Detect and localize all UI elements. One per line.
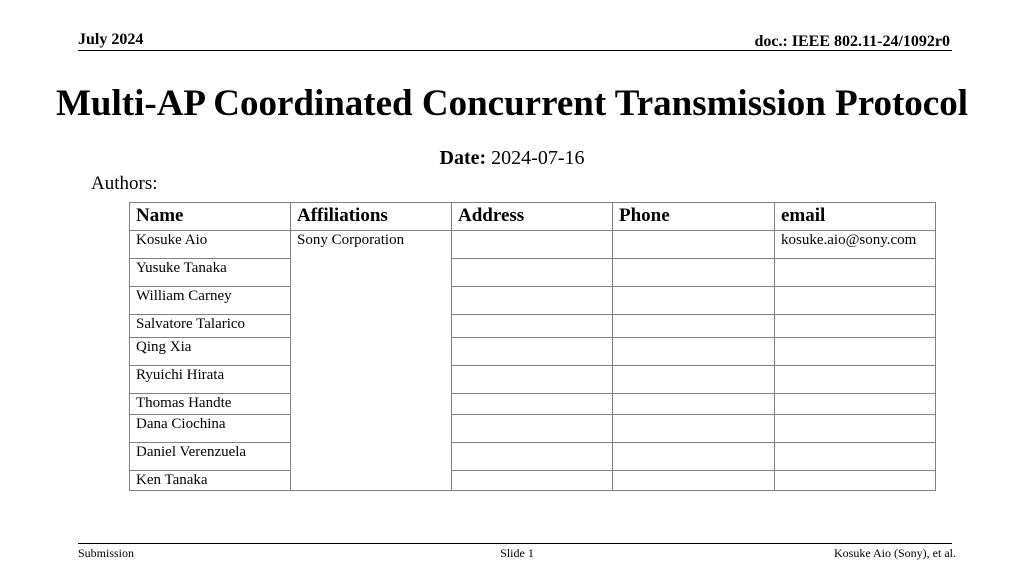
cell-email (775, 287, 936, 315)
cell-name: Salvatore Talarico (130, 315, 291, 338)
cell-address (452, 415, 613, 443)
authors-table-body (130, 231, 936, 491)
cell-email (775, 366, 936, 394)
cell-phone (613, 287, 775, 315)
cell-name: Dana Ciochina (130, 415, 291, 443)
table-row (130, 471, 936, 491)
footer-submission: Submission (78, 546, 135, 560)
table-row (130, 287, 936, 315)
table-header-row (130, 203, 936, 231)
date-label: Date: (439, 147, 487, 169)
header-doc-id: doc.: IEEE 802.11-24/1092r0 (754, 33, 950, 50)
cell-name: Qing Xia (130, 338, 291, 366)
header-email: email (775, 203, 936, 231)
cell-name: Thomas Handte (130, 394, 291, 415)
cell-phone (613, 231, 775, 259)
cell-address (452, 443, 613, 471)
authors-label: Authors: (91, 173, 158, 194)
cell-name: Kosuke Aio (130, 231, 291, 259)
cell-name: Ryuichi Hirata (130, 366, 291, 394)
cell-phone (613, 443, 775, 471)
footer-slide-number: Slide 1 (500, 546, 534, 560)
cell-phone (613, 338, 775, 366)
cell-affiliation: Sony Corporation (291, 231, 452, 491)
cell-phone (613, 394, 775, 415)
header-phone: Phone (613, 203, 775, 231)
cell-name: Daniel Verenzuela (130, 443, 291, 471)
cell-address (452, 338, 613, 366)
footer-divider (78, 543, 952, 544)
table-row (130, 338, 936, 366)
cell-email (775, 443, 936, 471)
table-row (130, 366, 936, 394)
table-row (130, 415, 936, 443)
cell-address (452, 259, 613, 287)
header-affiliations: Affiliations (291, 203, 452, 231)
cell-phone (613, 259, 775, 287)
cell-email: kosuke.aio@sony.com (775, 231, 936, 259)
cell-address (452, 366, 613, 394)
header-address: Address (452, 203, 613, 231)
table-row (130, 394, 936, 415)
cell-address (452, 471, 613, 491)
cell-address (452, 287, 613, 315)
footer-author: Kosuke Aio (Sony), et al. (834, 546, 956, 560)
table-row (130, 443, 936, 471)
cell-email (775, 415, 936, 443)
header-divider (78, 50, 952, 51)
cell-phone (613, 471, 775, 491)
cell-email (775, 259, 936, 287)
table-row (130, 231, 936, 259)
cell-email (775, 394, 936, 415)
header-date: July 2024 (78, 31, 144, 48)
cell-phone (613, 315, 775, 338)
header-name: Name (130, 203, 291, 231)
cell-phone (613, 366, 775, 394)
cell-email (775, 471, 936, 491)
cell-address (452, 231, 613, 259)
cell-name: Ken Tanaka (130, 471, 291, 491)
authors-table (129, 202, 936, 491)
cell-email (775, 338, 936, 366)
table-row (130, 315, 936, 338)
cell-address (452, 315, 613, 338)
cell-name: Yusuke Tanaka (130, 259, 291, 287)
date-line (0, 147, 1024, 170)
cell-address (452, 394, 613, 415)
cell-name: William Carney (130, 287, 291, 315)
slide-title: Multi-AP Coordinated Concurrent Transmission Protocol (56, 83, 968, 124)
cell-email (775, 315, 936, 338)
cell-phone (613, 415, 775, 443)
table-row (130, 259, 936, 287)
date-value: 2024-07-16 (491, 147, 585, 169)
